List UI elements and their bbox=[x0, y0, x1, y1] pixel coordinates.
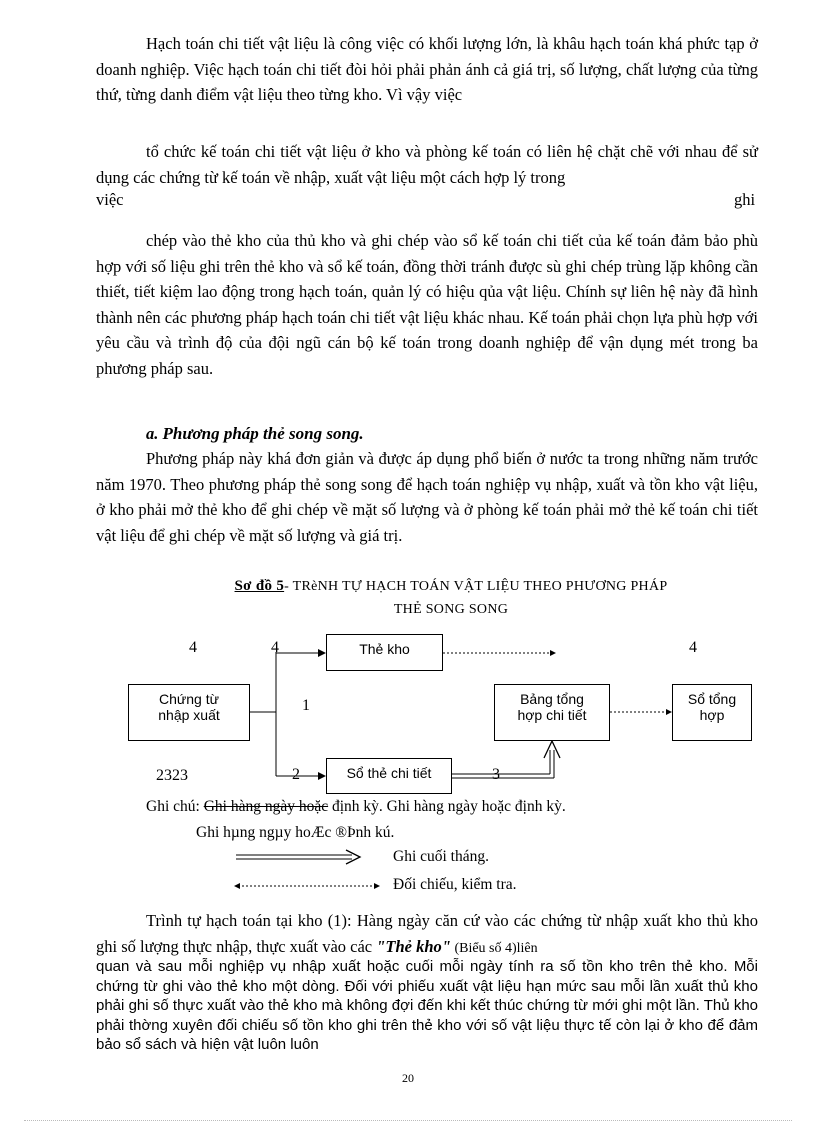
box-bang-tong-line1: Bảng tổng bbox=[520, 691, 584, 707]
label-num-mid-top: 4 bbox=[271, 639, 279, 656]
box-the-kho bbox=[326, 634, 443, 671]
legend-note-line bbox=[146, 798, 566, 816]
label-num-3: 3 bbox=[492, 766, 500, 783]
box-the-kho-label: Thẻ kho bbox=[359, 641, 410, 657]
paragraph-organization-tail-right: ghi bbox=[734, 190, 756, 209]
diagram-caption-title: - TRèNH TỰ HẠCH TOÁN VẬT LIỆU THEO PHƯƠNG PHÁP bbox=[284, 579, 668, 594]
box-bang-tong-line2: hợp chi tiết bbox=[517, 707, 587, 723]
box-so-the-label: Sổ thẻ chi tiết bbox=[346, 765, 432, 781]
legend-double-arrowhead bbox=[346, 850, 360, 864]
paragraph-warehouse-continued: quan và sau mỗi nghiệp vụ nhập xuất hoặc cuối mỗi ngày tính ra số tồn kho trên thẻ kho. Mỗi chứng từ ghi vào thẻ kho một dòng. Đối với phiếu xuất vật liệu hạn mức sau mỗi lần xuất thủ kho phải ghi số thực xuất vào thẻ kho mà không đợi đến khi kết thúc chứng từ mới ghi một lần. Thủ kho phải thờng xuyên đối chiếu số tồn kho ghi trên thẻ kho với số vật liệu thực tế còn lại ở kho để đảm bảo sổ sách và hiện vật luôn luôn bbox=[96, 958, 758, 1053]
label-num-2323: 2323 bbox=[156, 767, 188, 784]
paragraph-intro: Hạch toán chi tiết vật liệu là công việc có khối lượng lớn, là khâu hạch toán khá phức tạp ở doanh nghiệp. Việc hạch toán chi tiết đòi hỏi phải phản ánh cả giá trị, số lượng, chất lượng của từng thứ, từng danh điểm vật liệu theo từng kho. Vì vậy việc bbox=[96, 34, 758, 104]
paragraph-recording: chép vào thẻ kho của thủ kho và ghi chép vào sổ kế toán chi tiết của kế toán đảm bảo phù hợp với số liệu ghi trên thẻ kho và sổ kế toán, đồng thời tránh được sù ghi chép trùng lặp không cần thiết, tiết kiệm lao động trong hạch toán, quản lý có hiệu qủa vật liệu. Chính sự liên hệ này đã hình thành nên các phương pháp hạch toán chi tiết vật liệu khác nhau. Kế toán phải chọn lựa phù hợp với yêu cầu và trình độ của đội ngũ cán bộ kế toán trong doanh nghiệp để vận dụng mét trong ba phương pháp sau. bbox=[96, 231, 758, 378]
box-so-tong-hop bbox=[672, 684, 752, 741]
legend-note-label: Ghi chú: bbox=[146, 798, 204, 815]
paragraph-method-description: Phương pháp này khá đơn giản và được áp dụng phổ biến ở nước ta trong những năm trước năm 1970. Theo phương pháp thẻ song song để hạch toán nghiệp vụ nhập, xuất và tồn kho vật liệu, ở kho phải mở thẻ kho để ghi chép về mặt số lượng và ở phòng kế toán phải mở thẻ kế toán chi tiết vật liệu để ghi chép về mặt số lượng và giá trị. bbox=[96, 449, 758, 545]
legend-note-struck: Ghi hàng ngày hoặc bbox=[203, 798, 329, 815]
paragraph-organization: tổ chức kế toán chi tiết vật liệu ở kho và phòng kế toán có liên hệ chặt chẽ với nhau để sử dụng các chứng từ kế toán về nhập, xuất vật liệu một cách hợp lý trong bbox=[96, 142, 758, 187]
label-num-1: 1 bbox=[302, 697, 310, 714]
double-arrow-head bbox=[544, 741, 560, 758]
legend-note-rest: định kỳ. Ghi hàng ngày hoặc định kỳ. bbox=[328, 798, 566, 815]
page-bottom-rule bbox=[24, 1120, 792, 1121]
box-chung-tu-line2: nhập xuất bbox=[158, 707, 220, 723]
label-num-left-top: 4 bbox=[189, 639, 197, 656]
paragraph-organization-tail-left: việc bbox=[96, 190, 124, 209]
box-chung-tu bbox=[128, 684, 250, 741]
diagram-caption-label: Sơ đồ 5 bbox=[234, 578, 285, 594]
heading-text: Phương pháp thẻ song song. bbox=[162, 424, 364, 443]
paragraph-warehouse-start: Trình tự hạch toán tại kho (1): Hàng ngày căn cứ vào các chứng từ nhập xuất kho thủ kho ghi số lượng thực nhập, thực xuất vào các bbox=[96, 911, 758, 956]
box-so-the-chi-tiet bbox=[326, 758, 452, 794]
box-chung-tu-line1: Chứng từ bbox=[159, 691, 219, 707]
legend-garbled-line: Ghi hµng ngµy hoÆc ®Þnh kú. bbox=[196, 824, 395, 841]
legend-check: Đối chiếu, kiểm tra. bbox=[393, 876, 517, 893]
the-kho-emphasis: "Thẻ kho" bbox=[376, 936, 451, 956]
heading-letter: a. bbox=[146, 424, 159, 443]
label-num-right-top: 4 bbox=[689, 639, 697, 656]
diagram-caption-line2: THẺ SONG SONG bbox=[393, 602, 509, 617]
paragraph-warehouse-bieu: (Biểu số 4)liên bbox=[450, 940, 538, 956]
box-so-tong-line1: Sổ tổng bbox=[687, 691, 737, 707]
box-so-tong-line2: hợp bbox=[699, 707, 725, 723]
page-number: 20 bbox=[402, 1071, 414, 1085]
box-bang-tong-hop bbox=[494, 684, 610, 741]
label-num-2: 2 bbox=[292, 766, 300, 783]
paragraph-warehouse-procedure bbox=[96, 908, 758, 961]
legend-monthly: Ghi cuối tháng. bbox=[393, 848, 489, 865]
